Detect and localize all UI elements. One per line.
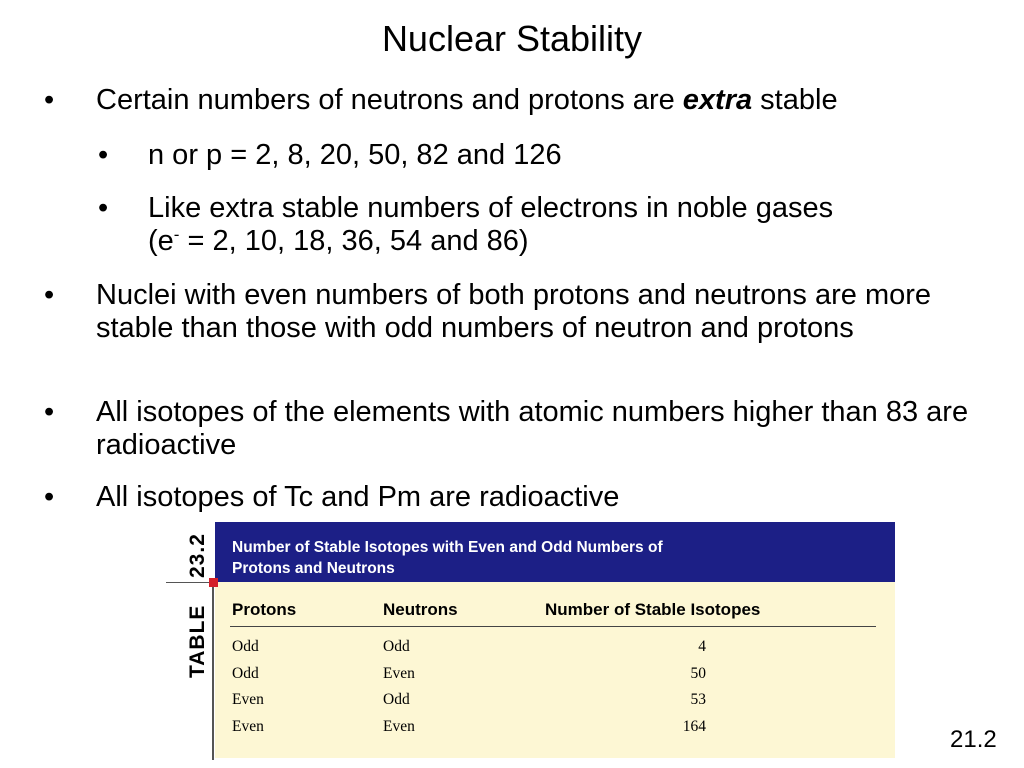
bullet-3 [44, 396, 986, 462]
bullet-1b-line1: Like extra stable numbers of electrons in noble gases [148, 192, 834, 224]
bullet-4-text: All isotopes of Tc and Pm are radioactive [96, 481, 620, 513]
table-panel [215, 522, 895, 758]
bullet-1-text-end: stable [752, 84, 838, 116]
table-side-rule [212, 580, 214, 760]
bullet-1a-text: n or p = 2, 8, 20, 50, 82 and 126 [148, 139, 562, 171]
column-header-stable-isotopes: Number of Stable Isotopes [545, 600, 761, 619]
bullet-marker: • [98, 139, 109, 171]
table-caption-line-1: Number of Stable Isotopes with Even and Odd Numbers of [232, 539, 663, 556]
table-caption-line-2: Protons and Neutrons [232, 560, 395, 577]
bullet-1b-line2 [148, 225, 529, 257]
bullet-marker: • [44, 396, 55, 428]
table-marker [209, 578, 218, 587]
electron-symbol: (e [148, 225, 174, 257]
slide-title: Nuclear Stability [381, 18, 643, 59]
table-label [184, 520, 212, 680]
table-label-word: TABLE [186, 604, 209, 678]
bullet-1a [98, 139, 988, 172]
table-header [215, 522, 895, 582]
table-label-rule [166, 582, 214, 583]
cell-count: 50 [690, 665, 706, 682]
bullet-marker: • [44, 84, 55, 116]
cell-count: 4 [698, 638, 706, 655]
column-header-protons: Protons [232, 600, 297, 619]
bullet-3-text: All isotopes of the elements with atomic numbers higher than 83 are radioactive [96, 396, 969, 461]
cell-protons: Odd [232, 665, 259, 682]
cell-protons: Odd [232, 638, 259, 655]
header-rule [230, 626, 876, 627]
table-caption [232, 537, 872, 579]
cell-neutrons: Even [383, 718, 415, 735]
bullet-2-text: Nuclei with even numbers of both protons and neutrons are more stable than those with odd numbers of neutron and protons [96, 279, 932, 344]
cell-neutrons: Odd [383, 691, 410, 708]
cell-count: 53 [690, 691, 706, 708]
table-label-number: 23.2 [186, 533, 209, 578]
cell-count: 164 [682, 718, 706, 735]
cell-neutrons: Even [383, 665, 415, 682]
page-number: 21.2 [950, 726, 997, 753]
bullet-1b [98, 192, 988, 258]
bullet-marker: • [44, 481, 55, 513]
cell-protons: Even [232, 718, 264, 735]
column-header-neutrons: Neutrons [383, 600, 458, 619]
bullet-4 [44, 481, 986, 514]
bullet-marker: • [44, 279, 55, 311]
bullet-marker: • [98, 192, 109, 224]
bullet-1 [44, 84, 986, 117]
bullet-1-text: Certain numbers of neutrons and protons are [96, 84, 683, 116]
cell-neutrons: Odd [383, 638, 410, 655]
bullet-1-emphasis: extra [682, 84, 753, 116]
electron-charge: - [173, 225, 180, 244]
cell-protons: Even [232, 691, 264, 708]
bullet-2 [44, 279, 986, 345]
electron-numbers: = 2, 10, 18, 36, 54 and 86) [179, 225, 529, 257]
